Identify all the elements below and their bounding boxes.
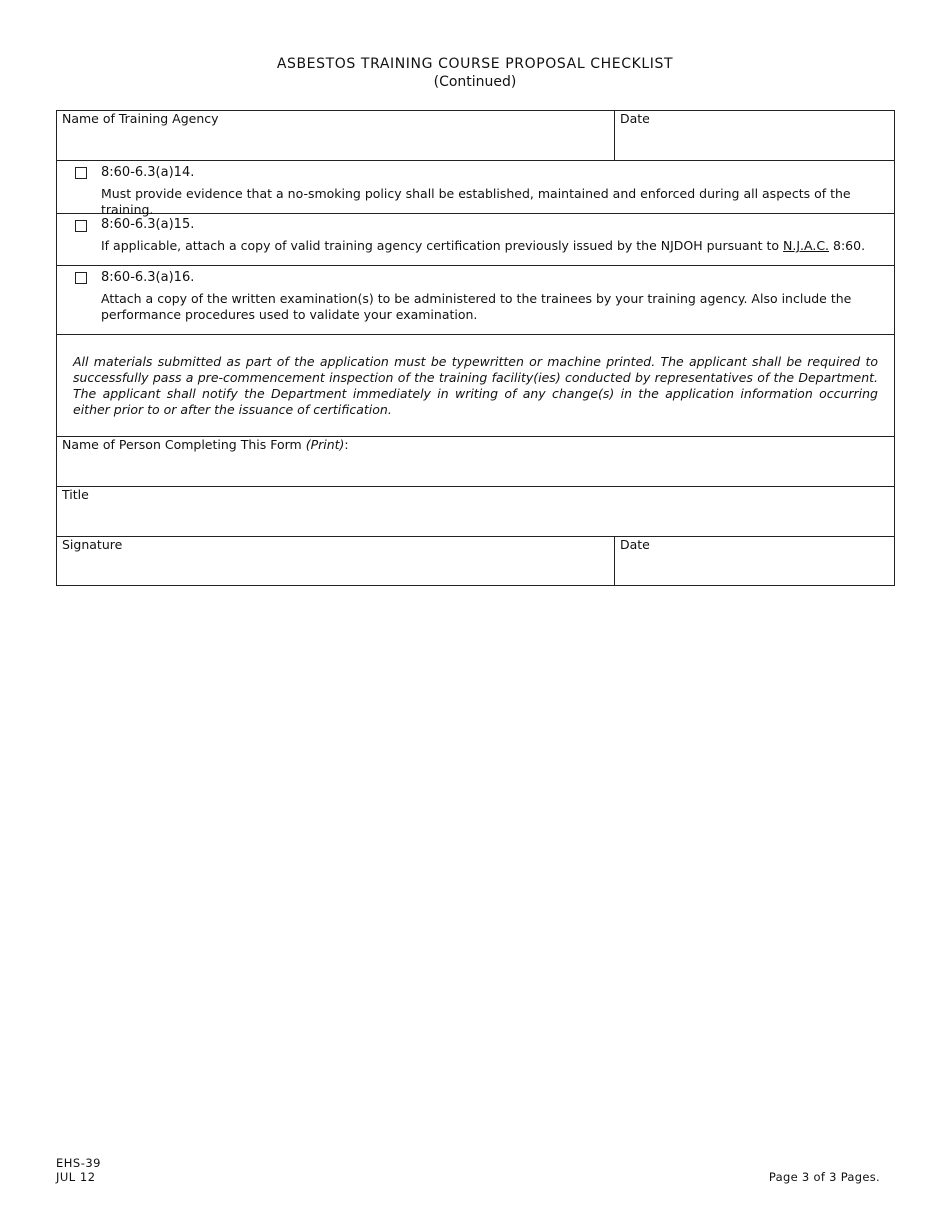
signature-label: Signature	[62, 537, 123, 552]
form-id: EHS-39	[56, 1156, 101, 1170]
regulation-reference: N.J.A.C.	[783, 238, 830, 253]
checklist-item-code: 8:60-6.3(a)16.	[101, 270, 195, 285]
date-field-bottom[interactable]	[615, 537, 894, 585]
checklist-item	[57, 266, 894, 335]
person-row	[57, 437, 894, 487]
checklist-item-description	[101, 238, 888, 254]
header	[0, 55, 950, 91]
checkbox[interactable]	[75, 272, 87, 284]
training-agency-label: Name of Training Agency	[62, 111, 219, 126]
checklist-item	[57, 161, 894, 217]
description-text: If applicable, attach a copy of valid training agency certification previously issued by the NJDOH pursuant to	[101, 238, 784, 253]
signature-row	[57, 537, 894, 585]
title-row	[57, 487, 894, 537]
checklist-item-code: 8:60-6.3(a)14.	[101, 165, 195, 180]
colon: :	[344, 437, 349, 452]
form-subtitle: (Continued)	[433, 74, 517, 90]
print-hint: (Print)	[305, 437, 345, 452]
agency-row	[57, 111, 894, 161]
checklist-item	[57, 214, 894, 266]
checklist-item-code: 8:60-6.3(a)15.	[101, 217, 195, 232]
form-title: ASBESTOS TRAINING COURSE PROPOSAL CHECKLIST	[276, 56, 674, 72]
date-label-bottom: Date	[620, 537, 650, 552]
checkbox[interactable]	[75, 167, 87, 179]
checklist-form	[56, 110, 895, 586]
checklist-item-description: Must provide evidence that a no-smoking policy shall be established, maintained and enforced during all aspects of the training.	[101, 186, 851, 217]
date-field-top[interactable]	[615, 111, 894, 160]
date-label-top: Date	[620, 111, 650, 126]
person-name-label: Name of Person Completing This Form	[62, 437, 306, 452]
person-name-field[interactable]	[57, 437, 894, 486]
notice-row	[57, 335, 894, 437]
page-number: Page 3 of 3 Pages.	[768, 1170, 880, 1184]
checklist-item-description: Attach a copy of the written examination(s) to be administered to the trainees by your training agency. Also include the performance procedures used to validate your examination.	[101, 291, 852, 322]
training-agency-field[interactable]	[57, 111, 615, 160]
form-revision-date: JUL 12	[56, 1170, 96, 1184]
checkbox[interactable]	[75, 220, 87, 232]
form-identifier	[56, 1156, 101, 1184]
title-field[interactable]	[57, 487, 894, 536]
submission-notice: All materials submitted as part of the application must be typewritten or machine printed. The applicant shall be required to successfully pass a pre-commencement inspection of the training facility(ies) conducted by representatives of the Department. The applicant shall notify the Department immediately in writing of any change(s) in the application information occurring either prior to or after the issuance of certification.	[73, 354, 878, 417]
title-label: Title	[62, 487, 89, 502]
description-text-end: 8:60.	[829, 238, 866, 253]
signature-field[interactable]	[57, 537, 615, 585]
